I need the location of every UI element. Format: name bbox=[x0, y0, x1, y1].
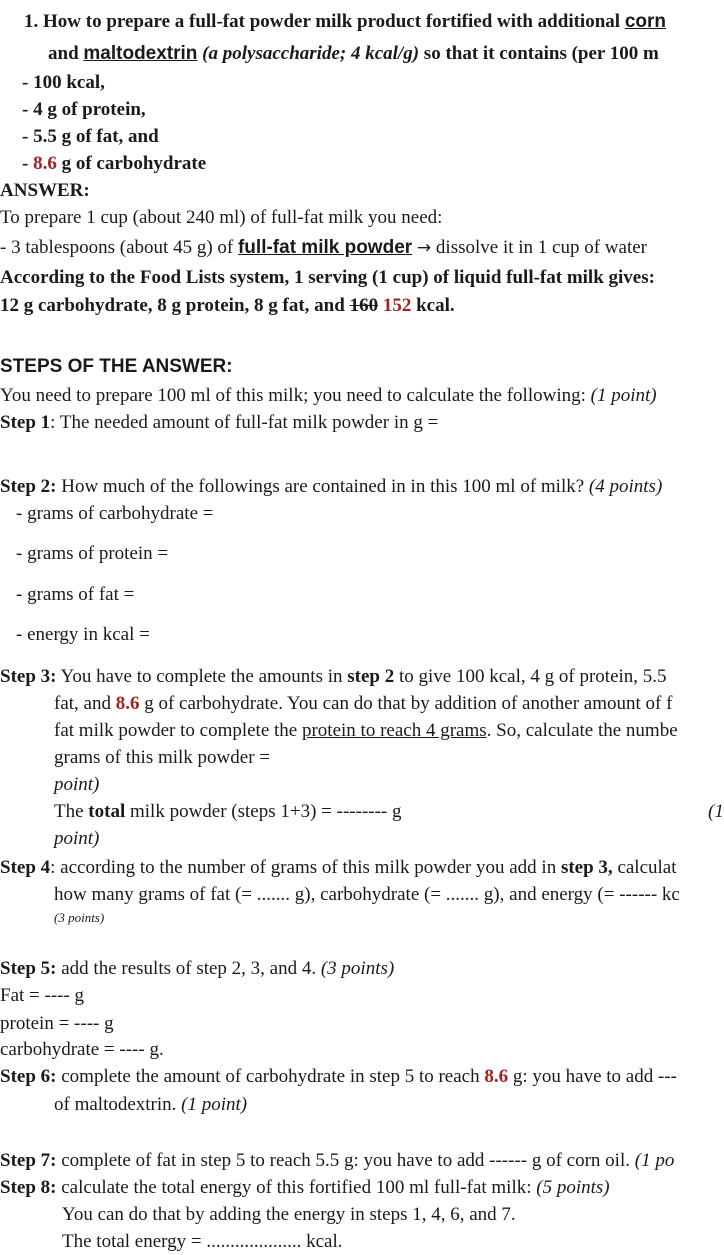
step-4-points: (3 points) bbox=[54, 910, 105, 925]
step-6-line2: of maltodextrin. (1 point) bbox=[54, 1094, 248, 1115]
step-5-protein: protein = ---- g bbox=[0, 1013, 114, 1034]
maltodextrin-keyword: maltodextrin bbox=[83, 43, 198, 64]
answer-line3: According to the Food Lists system, 1 serving (1 cup) of liquid full-fat milk gives: bbox=[0, 267, 655, 288]
step-3-line3: fat milk powder to complete the protein to reach 4 grams. So, calculate the numbe bbox=[54, 720, 678, 741]
steps-intro: You need to prepare 100 ml of this milk; you need to calculate the following: (1 point) bbox=[0, 385, 657, 406]
answer-line1: To prepare 1 cup (about 240 ml) of full-fat milk you need: bbox=[0, 207, 443, 228]
corn-keyword: corn bbox=[624, 11, 666, 32]
requirement-protein: - 4 g of protein, bbox=[22, 99, 146, 120]
requirement-carbohydrate: - 8.6 g of carbohydrate bbox=[22, 153, 207, 174]
step-3: Step 3: You have to complete the amounts in step 2 to give 100 kcal, 4 g of protein, 5.5 bbox=[0, 666, 667, 687]
step-5-carbohydrate: carbohydrate = ---- g. bbox=[0, 1039, 164, 1060]
step-3-line4: grams of this milk powder = bbox=[54, 747, 270, 768]
step-5-fat: Fat = ---- g bbox=[0, 985, 85, 1006]
full-fat-milk-powder-keyword: full-fat milk powder bbox=[237, 237, 413, 258]
old-kcal-value: 160 bbox=[349, 295, 379, 316]
step-3-points: point) bbox=[54, 774, 100, 795]
step-3-total-points-open: (1 bbox=[708, 801, 724, 822]
step-2-protein: - grams of protein = bbox=[16, 543, 169, 564]
step-8-total-energy: The total energy = .................... kcal. bbox=[62, 1231, 343, 1252]
step-3-total-points: point) bbox=[54, 828, 100, 849]
answer-line4: 12 g carbohydrate, 8 g protein, 8 g fat, and 160 152 kcal. bbox=[0, 295, 455, 316]
step-8-line2: You can do that by adding the energy in steps 1, 4, 6, and 7. bbox=[62, 1204, 516, 1225]
step-7: Step 7: complete of fat in step 5 to reach 5.5 g: you have to add ------ g of corn oil. (1 po bbox=[0, 1150, 675, 1171]
step-5: Step 5: add the results of step 2, 3, and 4. (3 points) bbox=[0, 958, 395, 979]
step-4-line2: how many grams of fat (= ....... g), carbohydrate (= ....... g), and energy (= ------ kc bbox=[54, 884, 680, 905]
step-4: Step 4: according to the number of grams of this milk powder you add in step 3, calculat bbox=[0, 857, 677, 878]
step-3-total: The total milk powder (steps 1+3) = -------- g bbox=[54, 801, 402, 822]
new-kcal-value: 152 bbox=[382, 295, 412, 316]
step-2-energy: - energy in kcal = bbox=[16, 624, 150, 645]
steps-heading: STEPS OF THE ANSWER: bbox=[0, 356, 233, 377]
step-8: Step 8: calculate the total energy of this fortified 100 ml full-fat milk: (5 points) bbox=[0, 1177, 610, 1198]
step-2-fat: - grams of fat = bbox=[16, 584, 135, 605]
step-2: Step 2: How much of the followings are contained in in this 100 ml of milk? (4 points) bbox=[0, 476, 663, 497]
answer-line2: - 3 tablespoons (about 45 g) of full-fat milk powder → dissolve it in 1 cup of water bbox=[0, 237, 647, 258]
step-3-line2: fat, and 8.6 g of carbohydrate. You can do that by addition of another amount of f bbox=[54, 693, 673, 714]
question-title-line2: and maltodextrin (a polysaccharide; 4 kcal/g) so that it contains (per 100 m bbox=[48, 43, 659, 64]
arrow-right-icon: → bbox=[416, 238, 432, 258]
step-2-carbohydrate: - grams of carbohydrate = bbox=[16, 503, 214, 524]
question-title: 1. How to prepare a full-fat powder milk product fortified with additional corn bbox=[24, 11, 666, 32]
requirement-fat: - 5.5 g of fat, and bbox=[22, 126, 159, 147]
requirement-kcal: - 100 kcal, bbox=[22, 72, 105, 93]
step-6: Step 6: complete the amount of carbohydrate in step 5 to reach 8.6 g: you have to add --- bbox=[0, 1066, 677, 1087]
step-1: Step 1: The needed amount of full-fat milk powder in g = bbox=[0, 412, 439, 433]
answer-label: ANSWER: bbox=[0, 180, 90, 201]
